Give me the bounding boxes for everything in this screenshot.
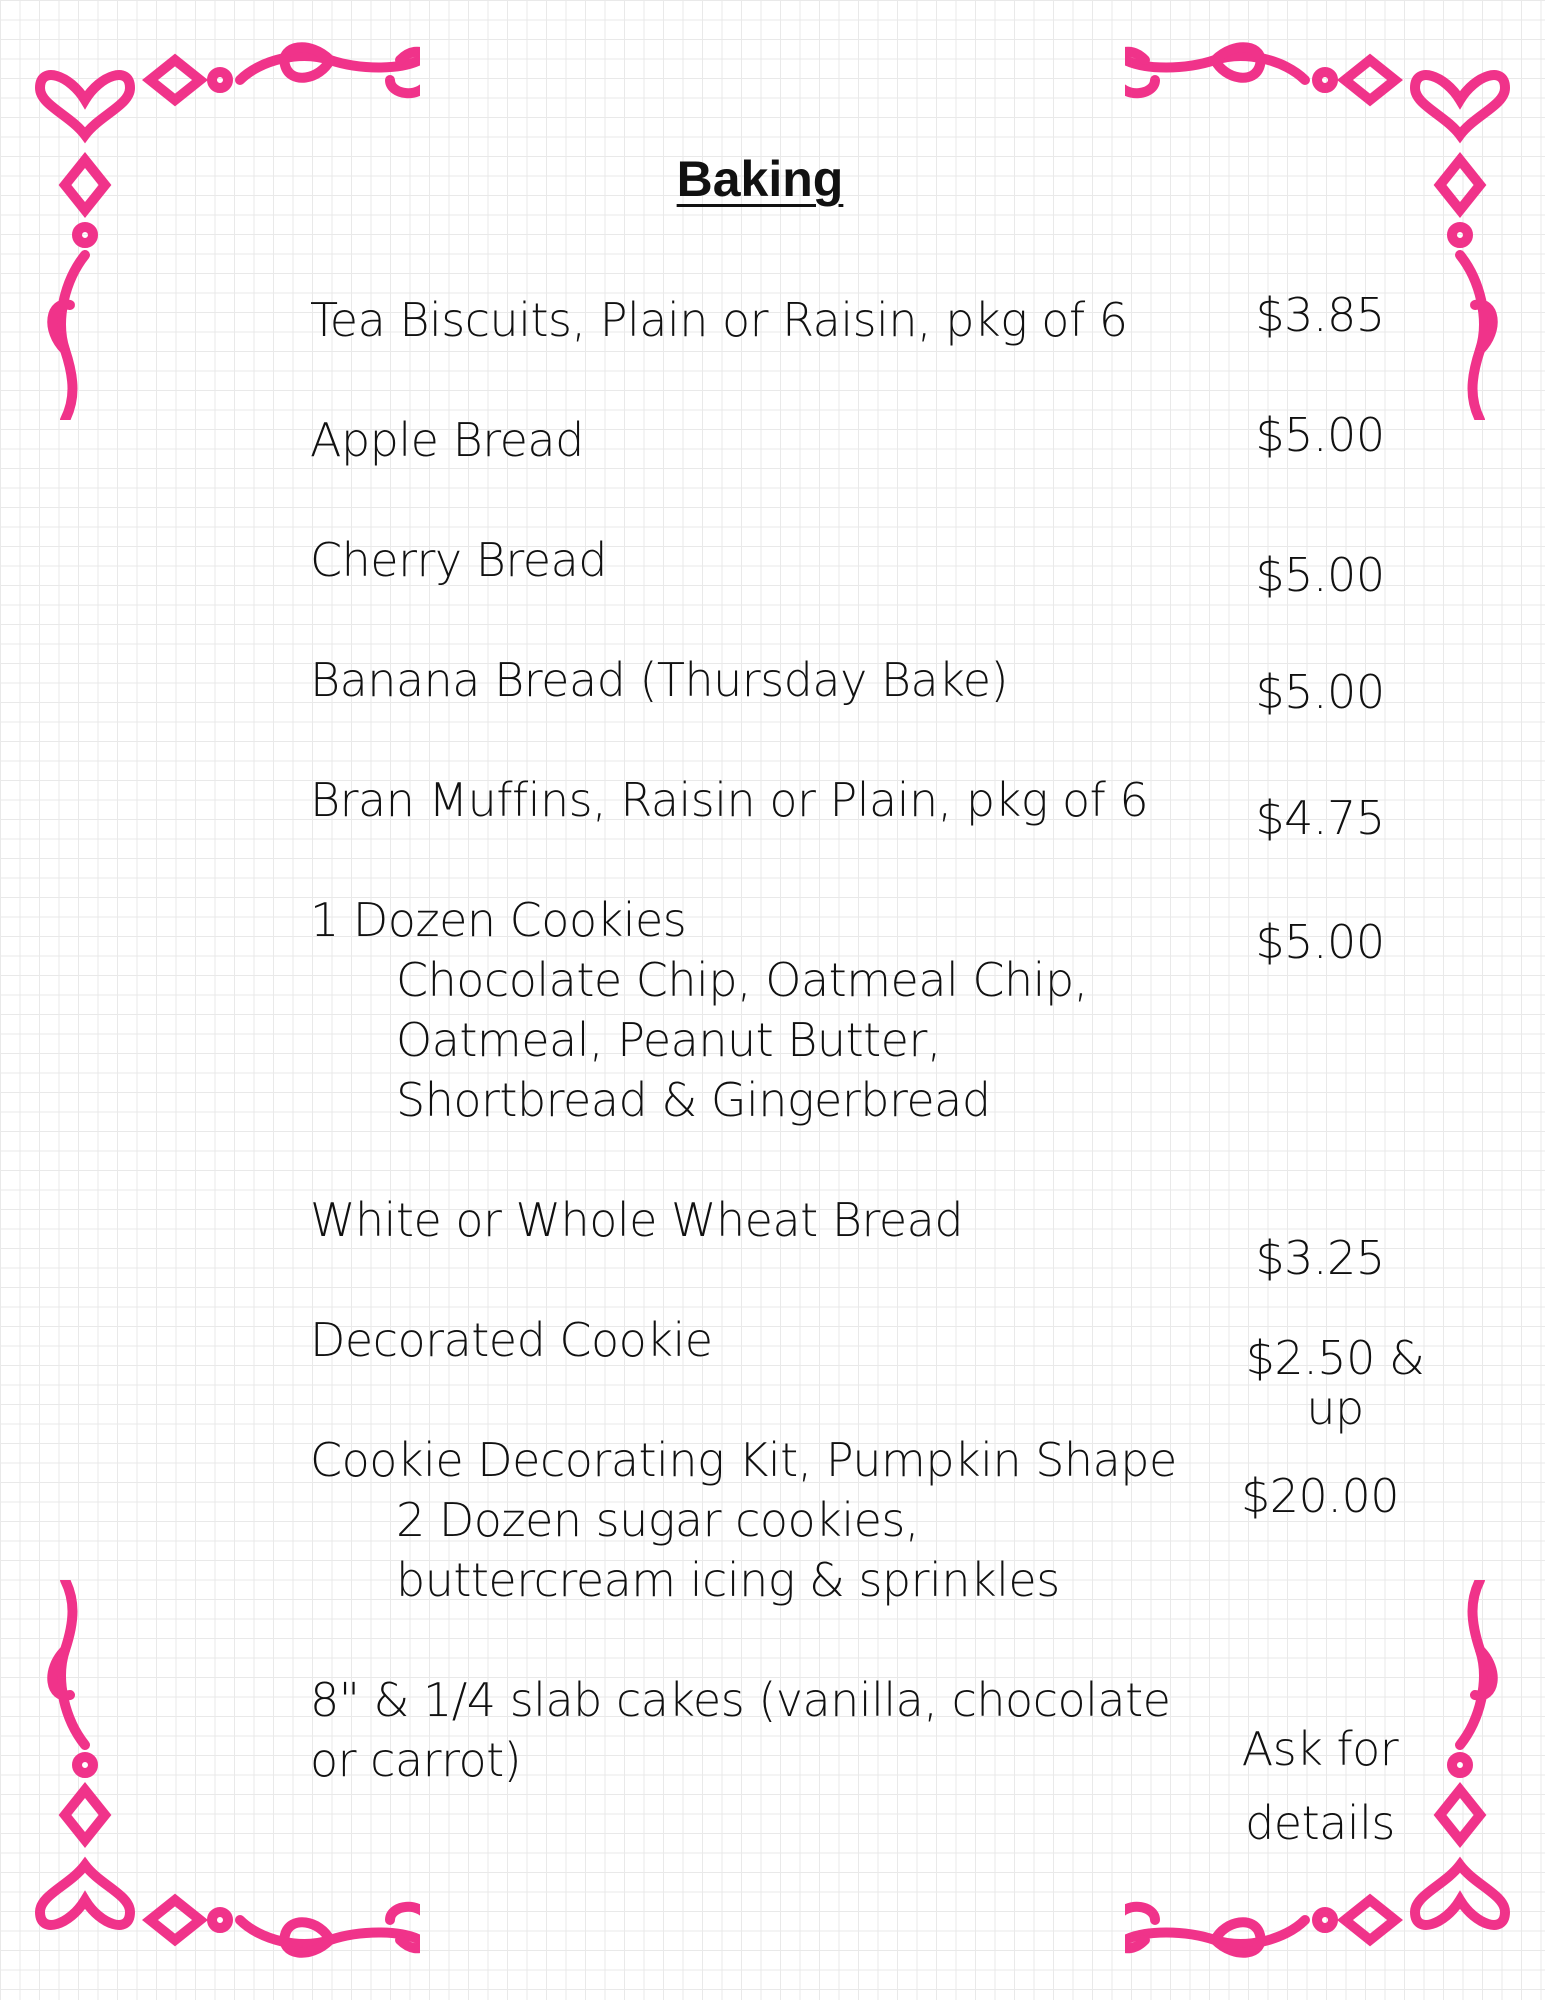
- item-detail-line: Oatmeal, Peanut Butter,: [396, 1013, 941, 1067]
- item-name-line: 8" & 1/4 slab cakes (vanilla, chocolate: [310, 1673, 1171, 1727]
- item-name: Decorated Cookie: [310, 1313, 713, 1367]
- item-price: $3.25: [1255, 1231, 1385, 1285]
- item-price: $5.00: [1255, 915, 1385, 969]
- item-name: Cherry Bread: [310, 533, 607, 587]
- item-name: 1 Dozen Cookies: [310, 893, 687, 947]
- page-title: Baking: [676, 151, 844, 207]
- item-price: $5.00: [1255, 548, 1385, 602]
- item-price-multiline: [1215, 1328, 1455, 1438]
- item-price-line: Ask for: [1241, 1722, 1399, 1776]
- item-price-line: $2.50 &: [1245, 1331, 1425, 1385]
- item-price: $5.00: [1255, 408, 1385, 462]
- item-decorating-kit: [310, 1430, 1210, 1610]
- item-detail-line: buttercream icing & sprinkles: [396, 1553, 1060, 1607]
- item-slab-cakes: [310, 1670, 1210, 1790]
- item-price-line: up: [1306, 1381, 1364, 1435]
- ornament-top-left-icon: [0, 0, 420, 420]
- item-name: Cookie Decorating Kit, Pumpkin Shape: [310, 1433, 1177, 1487]
- item-name: White or Whole Wheat Bread: [310, 1193, 964, 1247]
- ornament-top-right-icon: [1125, 0, 1545, 420]
- item-detail-line: Shortbread & Gingerbread: [396, 1073, 991, 1127]
- item-price: $5.00: [1255, 665, 1385, 719]
- item-name: Apple Bread: [310, 413, 584, 467]
- item-name: Tea Biscuits, Plain or Raisin, pkg of 6: [310, 293, 1128, 347]
- item-cookies: [310, 890, 1210, 1130]
- item-name: Banana Bread (Thursday Bake): [310, 653, 1008, 707]
- item-price: $20.00: [1241, 1469, 1399, 1523]
- ornament-bottom-left-icon: [0, 1580, 420, 2000]
- item-detail-line: 2 Dozen sugar cookies,: [396, 1493, 920, 1547]
- item-name-line: or carrot): [310, 1733, 522, 1787]
- item-price: $4.75: [1255, 791, 1385, 845]
- item-price: $3.85: [1255, 288, 1385, 342]
- item-detail-line: Chocolate Chip, Oatmeal Chip,: [396, 953, 1088, 1007]
- item-price-line: details: [1245, 1796, 1395, 1850]
- item-name: Bran Muffins, Raisin or Plain, pkg of 6: [310, 773, 1149, 827]
- item-price-multiline: [1200, 1712, 1440, 1860]
